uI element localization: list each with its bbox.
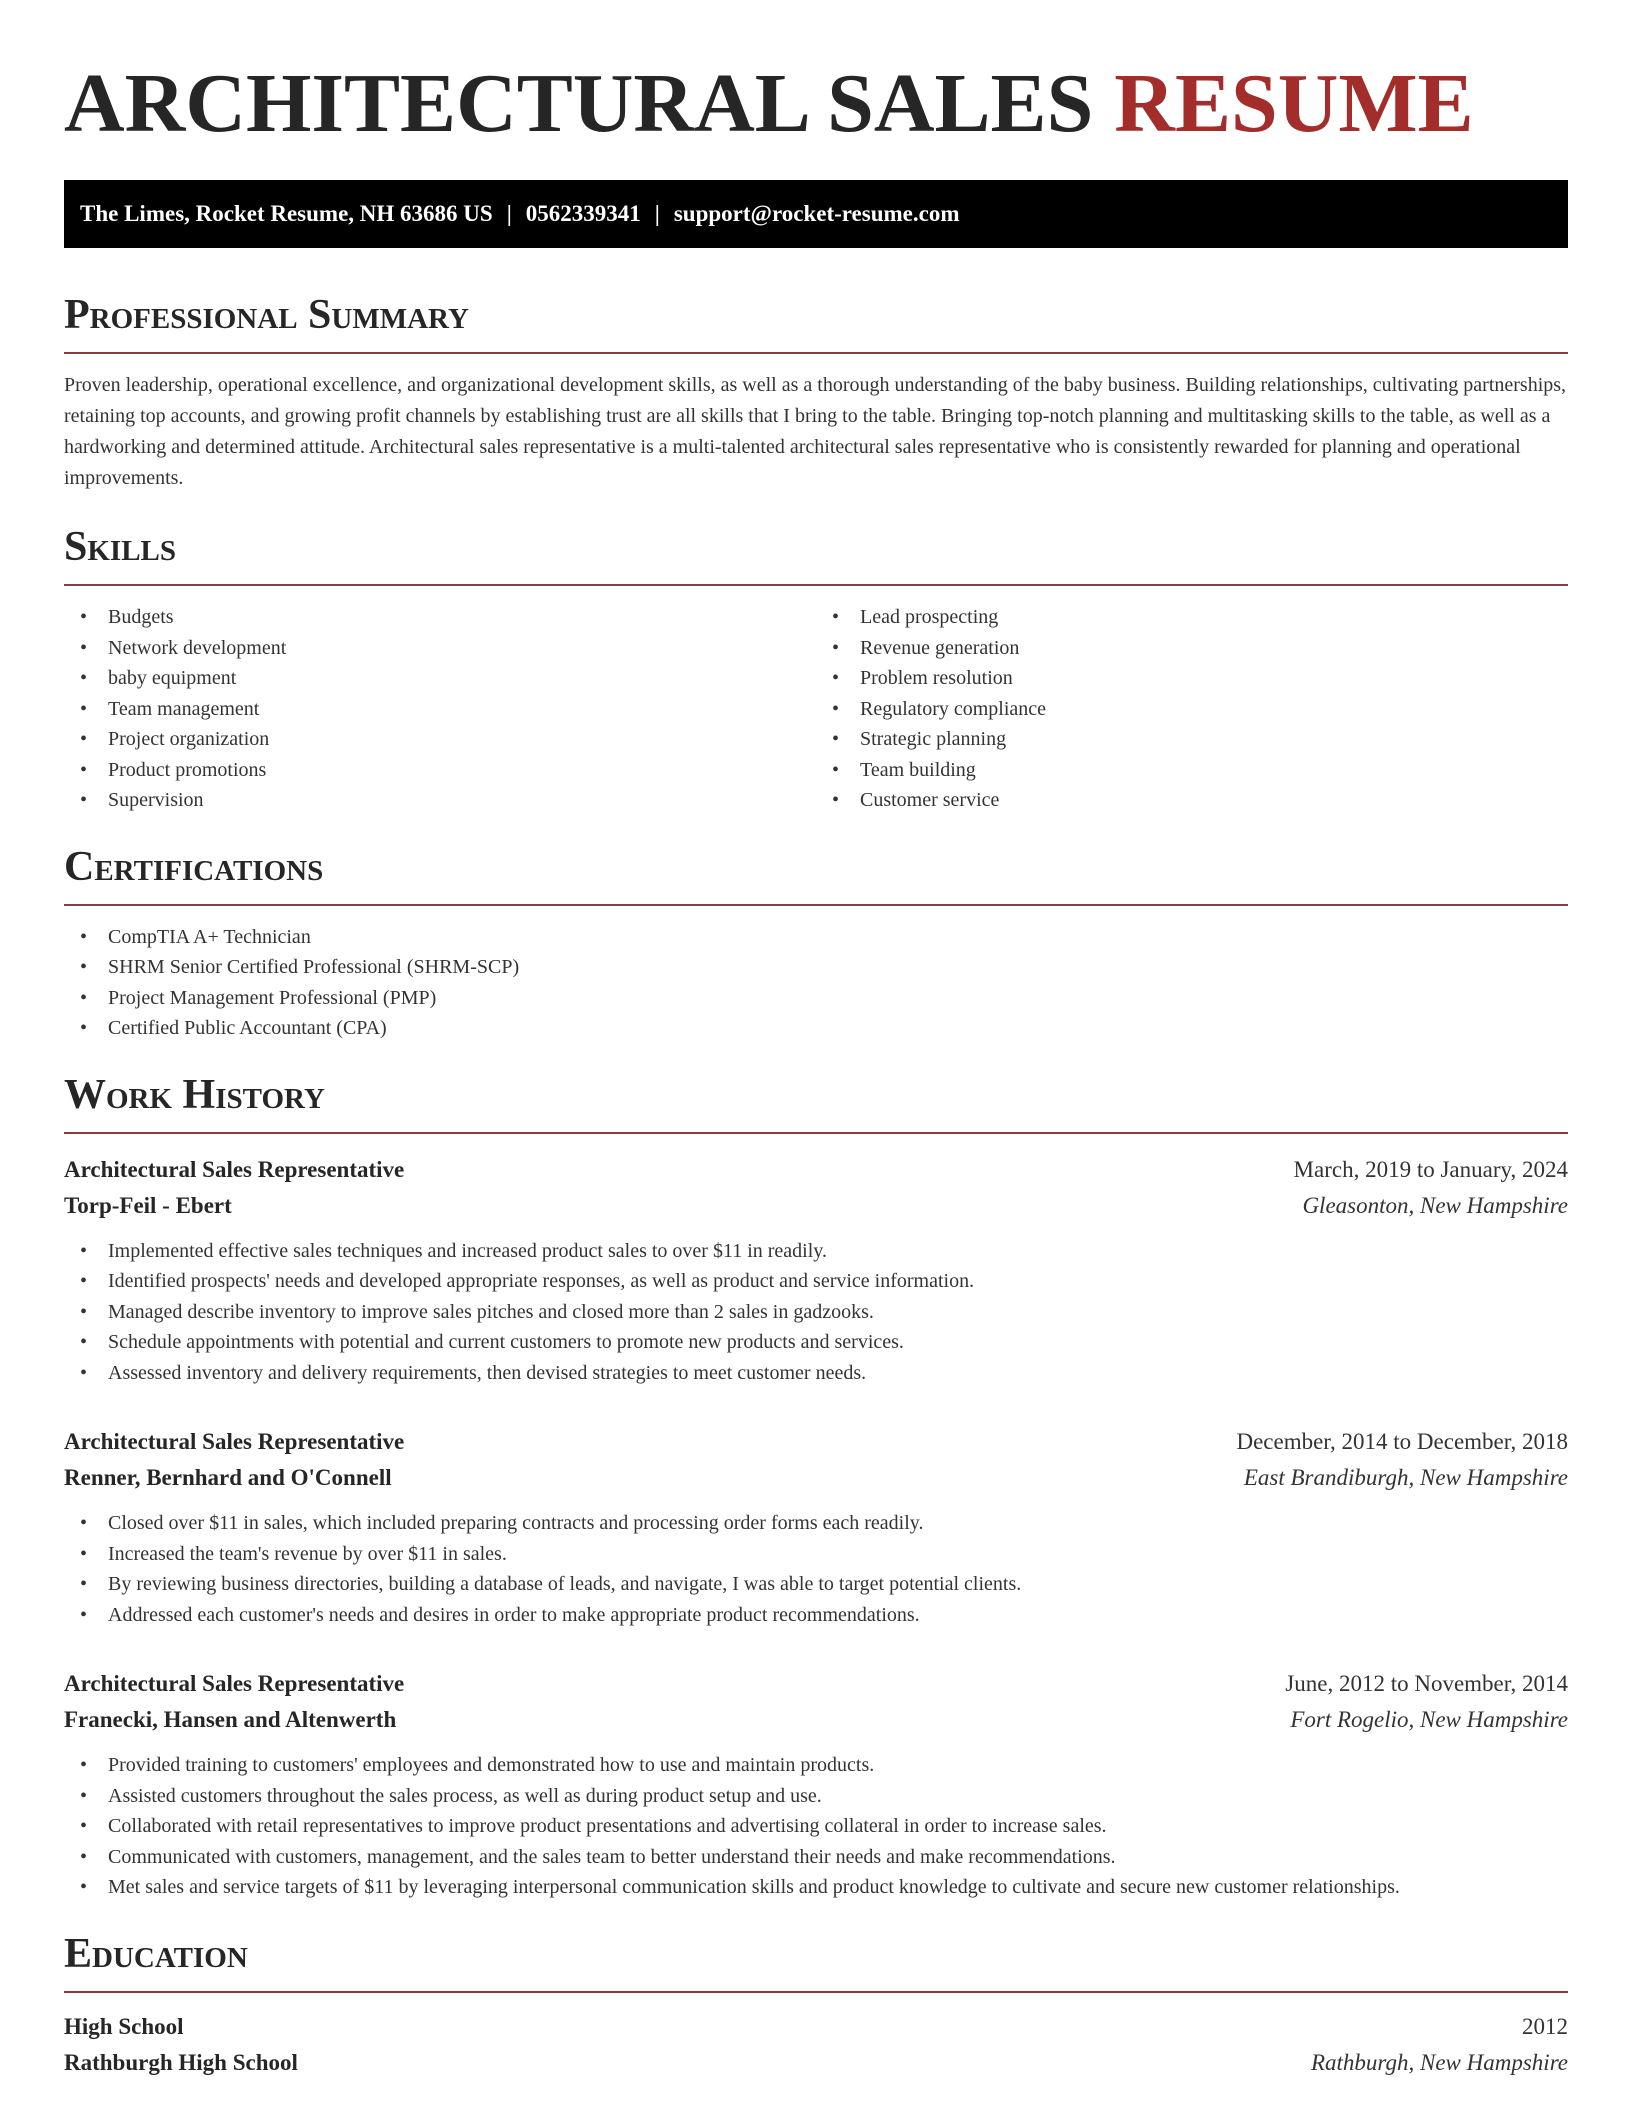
job-bullet: • Assessed inventory and delivery requirements, then devised strategies to meet customer needs.	[64, 1358, 1568, 1389]
certification-item: • Project Management Professional (PMP)	[64, 983, 1568, 1014]
education-degree: High School	[64, 2013, 184, 2039]
certification-item: • CompTIA A+ Technician	[64, 922, 1568, 953]
job-company-row	[64, 1702, 1568, 1738]
skill-item: • Problem resolution	[816, 663, 1568, 694]
contact-address: The Limes, Rocket Resume, NH 63686 US	[80, 201, 493, 226]
job-title: Architectural Sales Representative	[64, 1671, 405, 1696]
contact-separator: |	[506, 201, 512, 226]
job-bullet: • Provided training to customers' employees and demonstrated how to use and maintain products.	[64, 1750, 1568, 1781]
job-bullet: • Addressed each customer's needs and desires in order to make appropriate product recommendations.	[64, 1600, 1568, 1631]
skill-item: • Revenue generation	[816, 633, 1568, 664]
job-bullets	[64, 1508, 1568, 1630]
summary-text: Proven leadership, operational excellence, and organizational development skills, as well as a thorough understanding of the baby business. Building relationships, cultivating partnerships, retaining top accounts, and growing profit channels by establishing trust are all skills that I bring to the table. Bringing top-notch planning and multitasking skills to the table, as well as a hardworking and determined attitude. Architectural sales representative is a multi-talented architectural sales representative who is consistently rewarded for planning and operational improvements.	[64, 374, 1567, 489]
certification-item: • Certified Public Accountant (CPA)	[64, 1013, 1568, 1044]
contact-email: support@rocket-resume.com	[673, 201, 960, 226]
job-bullet: • Implemented effective sales techniques and increased product sales to over $11 in readily.	[64, 1236, 1568, 1267]
skill-item: • Project organization	[64, 724, 816, 755]
job-header-row	[64, 1152, 1568, 1188]
job-title: Architectural Sales Representative	[64, 1156, 405, 1182]
job-bullet: • Collaborated with retail representatives to improve product presentations and advertising collateral in order to increase sales.	[64, 1811, 1568, 1842]
skill-item: • Network development	[64, 633, 816, 664]
certification-item: • SHRM Senior Certified Professional (SHRM-SCP)	[64, 952, 1568, 983]
education-location: Rathburgh, New Hampshire	[1310, 2049, 1568, 2075]
job-bullet: • By reviewing business directories, building a database of leads, and navigate, I was able to target potential clients.	[64, 1569, 1568, 1600]
job-bullet: • Managed describe inventory to improve sales pitches and closed more than 2 sales in gadzooks.	[64, 1297, 1568, 1328]
job-company: Torp-Feil - Ebert	[64, 1192, 232, 1218]
job-bullet: • Met sales and service targets of $11 by leveraging interpersonal communication skills and product knowledge to cultivate and secure new customer relationships.	[64, 1872, 1568, 1903]
certifications-heading: Certifications	[64, 842, 1568, 906]
job-header-row	[64, 1424, 1568, 1460]
skill-item: • Lead prospecting	[816, 602, 1568, 633]
job-entry	[64, 1424, 1568, 1630]
job-bullets	[64, 1750, 1568, 1903]
job-company-row	[64, 1460, 1568, 1496]
certifications-list	[64, 922, 1568, 1044]
resume-page	[0, 58, 1632, 2112]
skill-item: • Supervision	[64, 785, 816, 816]
education-entry	[64, 2009, 1568, 2081]
education-year: 2012	[1522, 2013, 1568, 2039]
job-dates: June, 2012 to November, 2014	[1285, 1671, 1568, 1696]
resume-title	[64, 58, 1568, 150]
education-degree-row	[64, 2009, 1568, 2045]
summary-heading: Professional Summary	[64, 290, 1568, 354]
skill-item: • baby equipment	[64, 663, 816, 694]
job-company: Franecki, Hansen and Altenwerth	[64, 1707, 397, 1732]
job-company-row	[64, 1188, 1568, 1224]
skill-item: • Strategic planning	[816, 724, 1568, 755]
education-school-row	[64, 2045, 1568, 2081]
job-bullet: • Assisted customers throughout the sales process, as well as during product setup and use.	[64, 1781, 1568, 1812]
job-location: Gleasonton, New Hampshire	[1302, 1192, 1568, 1218]
job-entry	[64, 1666, 1568, 1903]
job-bullet: • Increased the team's revenue by over $11 in sales.	[64, 1539, 1568, 1570]
skill-item: • Team building	[816, 755, 1568, 786]
job-location: East Brandiburgh, New Hampshire	[1243, 1465, 1568, 1490]
skills-grid	[64, 602, 1568, 816]
skills-column-right	[816, 602, 1568, 816]
skill-item: • Customer service	[816, 785, 1568, 816]
job-dates: December, 2014 to December, 2018	[1236, 1429, 1568, 1454]
skill-item: • Regulatory compliance	[816, 694, 1568, 725]
title-accent: RESUME	[1114, 57, 1474, 150]
contact-phone: 0562339341	[525, 201, 641, 226]
job-title: Architectural Sales Representative	[64, 1429, 405, 1454]
job-header-row	[64, 1666, 1568, 1702]
job-company: Renner, Bernhard and O'Connell	[64, 1465, 392, 1490]
job-bullet: • Closed over $11 in sales, which included preparing contracts and processing order forms each readily.	[64, 1508, 1568, 1539]
skill-item: • Team management	[64, 694, 816, 725]
skills-column-left	[64, 602, 816, 816]
skill-item: • Budgets	[64, 602, 816, 633]
skills-heading: Skills	[64, 522, 1568, 586]
education-heading: Education	[64, 1929, 1568, 1993]
job-location: Fort Rogelio, New Hampshire	[1290, 1707, 1568, 1732]
title-main: ARCHITECTURAL SALES	[64, 57, 1094, 150]
job-bullets	[64, 1236, 1568, 1389]
job-bullet: • Communicated with customers, management, and the sales team to better understand their needs and make recommendations.	[64, 1842, 1568, 1873]
contact-separator: |	[654, 201, 660, 226]
job-bullet: • Identified prospects' needs and developed appropriate responses, as well as product and service information.	[64, 1266, 1568, 1297]
contact-bar	[64, 180, 1568, 248]
education-school: Rathburgh High School	[64, 2049, 298, 2075]
job-entry	[64, 1152, 1568, 1389]
job-bullet: • Schedule appointments with potential and current customers to promote new products and services.	[64, 1327, 1568, 1358]
skill-item: • Product promotions	[64, 755, 816, 786]
work-history-heading: Work History	[64, 1070, 1568, 1134]
job-dates: March, 2019 to January, 2024	[1293, 1156, 1568, 1182]
